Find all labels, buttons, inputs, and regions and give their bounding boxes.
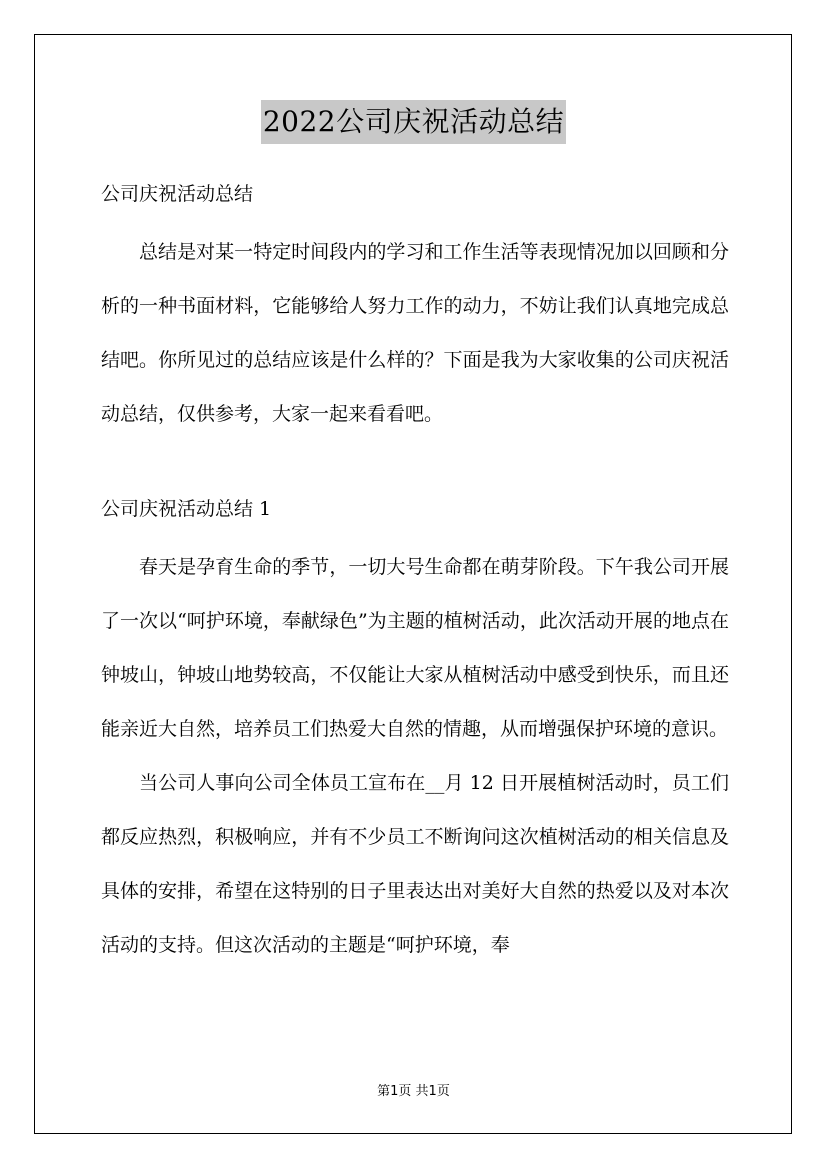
section-1-paragraph-1: 春天是孕育生命的季节，一切大号生命都在萌芽阶段。下午我公司开展了一次以“呵护环境，奉献绿色”为主题的植树活动，此次活动开展的地点在钟坡山，钟坡山地势较高，不仅能让大家从植树活动中感受到快乐，而且还能亲近大自然，培养员工们热爱大自然的情趣，从而增强保护环境的意识。 [101, 556, 729, 740]
title-container [0, 100, 827, 144]
document-body [101, 174, 729, 972]
page-number-footer: 第1页 共1页 [377, 1084, 450, 1099]
section-1-paragraph-2: 当公司人事向公司全体员工宣布在__月 12 日开展植树活动时，员工们都反应热烈，积极响应，并有不少员工不断询问这次植树活动的相关信息及具体的安排，希望在这特别的日子里表达出对美好大自然的热爱以及对本次活动的支持。但这次活动的主题是“呵护环境，奉 [101, 772, 729, 956]
intro-heading: 公司庆祝活动总结 [101, 183, 254, 205]
document-title: 2022公司庆祝活动总结 [261, 100, 566, 144]
section-1-heading: 公司庆祝活动总结 1 [101, 498, 272, 520]
intro-paragraph: 总结是对某一特定时间段内的学习和工作生活等表现情况加以回顾和分析的一种书面材料，它能够给人努力工作的动力，不妨让我们认真地完成总结吧。你所见过的总结应该是什么样的？下面是我为大家收集的公司庆祝活动总结，仅供参考，大家一起来看看吧。 [101, 241, 729, 425]
